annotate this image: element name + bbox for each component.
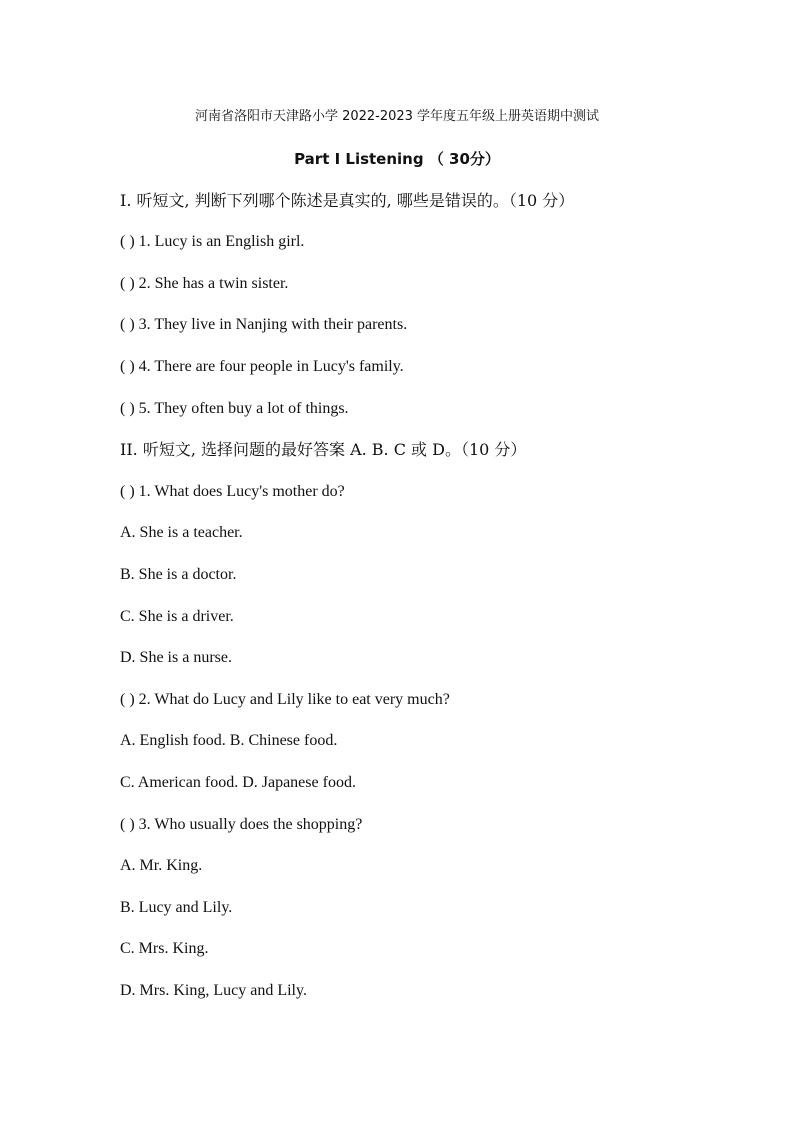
answer-option: A. Mr. King. xyxy=(120,857,203,874)
question-item: ( ) 3. Who usually does the shopping? xyxy=(120,816,363,833)
answer-option: D. Mrs. King, Lucy and Lily. xyxy=(120,982,307,999)
list-item: ( ) 5. They often buy a lot of things. xyxy=(120,400,349,417)
question-item: ( ) 1. What does Lucy's mother do? xyxy=(120,483,345,500)
list-item: ( ) 2. She has a twin sister. xyxy=(120,275,289,292)
question-item: ( ) 2. What do Lucy and Lily like to eat very much? xyxy=(120,691,450,708)
section2-heading: II. 听短文, 选择问题的最好答案 A. B. C 或 D。（10 分） xyxy=(120,440,527,459)
answer-option: B. She is a doctor. xyxy=(120,566,237,583)
answer-option: B. Lucy and Lily. xyxy=(120,899,233,916)
list-item: ( ) 3. They live in Nanjing with their parents. xyxy=(120,316,408,333)
answer-option: D. She is a nurse. xyxy=(120,649,232,666)
section1-heading: I. 听短文, 判断下列哪个陈述是真实的, 哪些是错误的。（10 分） xyxy=(120,191,575,210)
answer-option: A. She is a teacher. xyxy=(120,524,243,541)
answer-option: C. She is a driver. xyxy=(120,608,234,625)
part-title: Part I Listening （ 30分） xyxy=(294,150,500,168)
answer-option: A. English food. B. Chinese food. xyxy=(120,732,338,749)
list-item: ( ) 1. Lucy is an English girl. xyxy=(120,233,305,250)
answer-option: C. American food. D. Japanese food. xyxy=(120,774,356,791)
answer-option: C. Mrs. King. xyxy=(120,940,209,957)
document-title: 河南省洛阳市天津路小学 2022-2023 学年度五年级上册英语期中测试 xyxy=(194,109,600,124)
list-item: ( ) 4. There are four people in Lucy's family. xyxy=(120,358,404,375)
